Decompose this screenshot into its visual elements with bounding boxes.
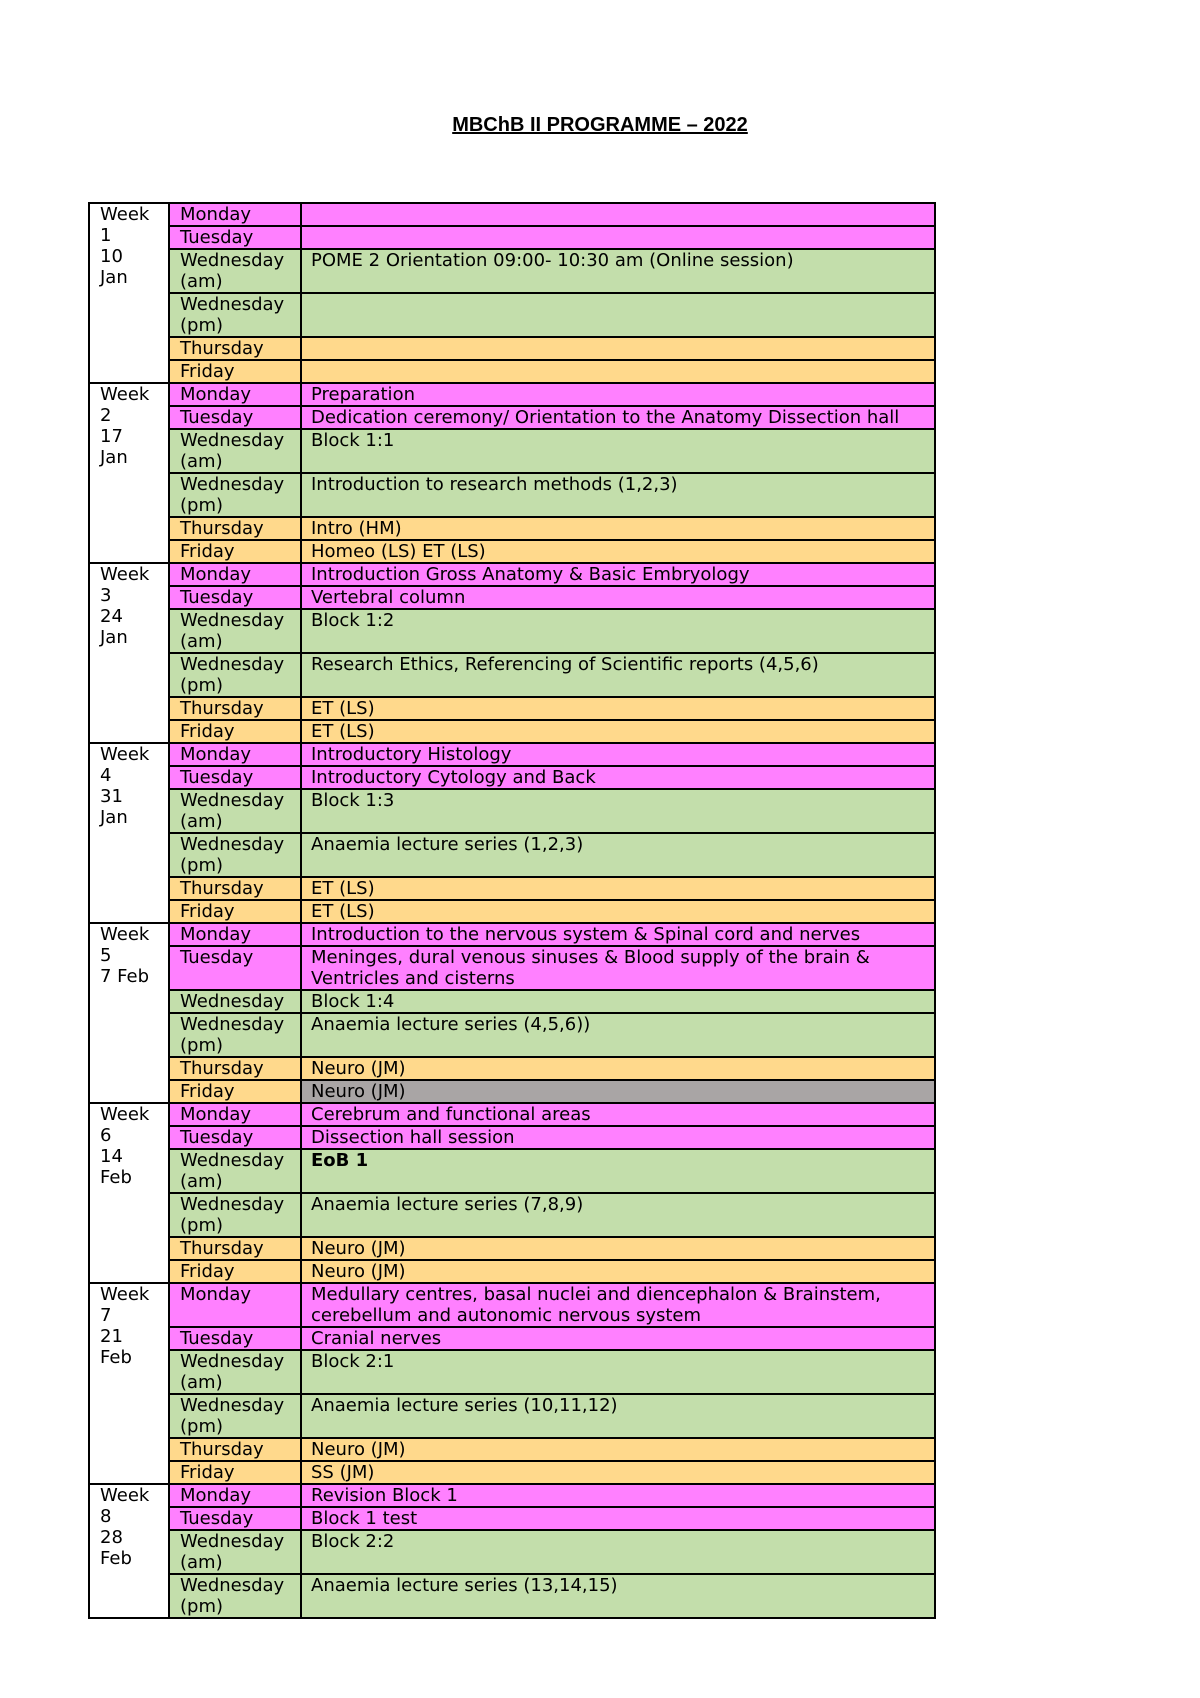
table-row xyxy=(89,833,935,877)
week-label-cell xyxy=(89,923,169,1103)
day-label: Monday xyxy=(180,384,252,405)
day-label: Monday xyxy=(180,924,252,945)
table-row xyxy=(89,1013,935,1057)
day-cell xyxy=(169,540,301,563)
session-text: Neuro (JM) xyxy=(311,1439,406,1460)
day-label: (pm) xyxy=(180,1215,224,1236)
session-text: cerebellum and autonomic nervous system xyxy=(311,1305,702,1326)
session-text: Neuro (JM) xyxy=(311,1058,406,1079)
table-row xyxy=(89,743,935,766)
day-label: (am) xyxy=(180,451,223,472)
day-cell xyxy=(169,1507,301,1530)
day-label: (pm) xyxy=(180,1596,224,1617)
day-label: Monday xyxy=(180,1485,252,1506)
session-cell xyxy=(301,1193,935,1237)
day-label: (am) xyxy=(180,631,223,652)
table-row xyxy=(89,1149,935,1193)
table-row xyxy=(89,1574,935,1618)
week-label: 7 xyxy=(100,1305,112,1326)
table-row xyxy=(89,1484,935,1507)
session-text: Block 1:2 xyxy=(311,610,395,631)
session-cell xyxy=(301,697,935,720)
session-cell xyxy=(301,653,935,697)
day-label: Wednesday xyxy=(180,1150,285,1171)
session-cell xyxy=(301,923,935,946)
day-label: Thursday xyxy=(180,518,264,539)
week-label: 31 xyxy=(100,786,123,807)
day-label: Wednesday xyxy=(180,1395,285,1416)
session-cell xyxy=(301,473,935,517)
session-text: Block 2:1 xyxy=(311,1351,395,1372)
table-row xyxy=(89,1438,935,1461)
week-label-cell xyxy=(89,383,169,563)
day-label: Tuesday xyxy=(180,1328,254,1349)
week-label: Jan xyxy=(100,267,128,288)
day-label: Wednesday xyxy=(180,1351,285,1372)
session-text: Neuro (JM) xyxy=(311,1081,406,1102)
session-cell xyxy=(301,337,935,360)
day-label: Tuesday xyxy=(180,227,254,248)
table-row xyxy=(89,877,935,900)
week-label: 6 xyxy=(100,1125,112,1146)
session-cell xyxy=(301,1080,935,1103)
session-cell xyxy=(301,743,935,766)
session-cell xyxy=(301,900,935,923)
session-text: Block 1:1 xyxy=(311,430,395,451)
session-text: Dedication ceremony/ Orientation to the Anatomy Dissection hall xyxy=(311,407,900,428)
day-cell xyxy=(169,473,301,517)
day-cell xyxy=(169,877,301,900)
day-label: Monday xyxy=(180,204,252,225)
session-cell xyxy=(301,1327,935,1350)
session-cell xyxy=(301,540,935,563)
day-label: Wednesday xyxy=(180,1014,285,1035)
week-label: Week xyxy=(100,1104,150,1125)
day-label: Wednesday xyxy=(180,834,285,855)
session-text: Introduction to research methods (1,2,3) xyxy=(311,474,678,495)
week-label: 4 xyxy=(100,765,112,786)
session-cell xyxy=(301,789,935,833)
session-text: POME 2 Orientation 09:00- 10:30 am (Online session) xyxy=(311,250,794,271)
day-label: Thursday xyxy=(180,1238,264,1259)
day-cell xyxy=(169,1530,301,1574)
session-text: Dissection hall session xyxy=(311,1127,515,1148)
day-cell xyxy=(169,990,301,1013)
session-text: Introduction Gross Anatomy & Basic Embryology xyxy=(311,564,750,585)
table-row xyxy=(89,586,935,609)
day-label: Wednesday xyxy=(180,294,285,315)
table-row xyxy=(89,1237,935,1260)
day-label: (am) xyxy=(180,811,223,832)
day-label: Wednesday xyxy=(180,430,285,451)
week-label: 14 xyxy=(100,1146,123,1167)
week-label: Feb xyxy=(100,1347,132,1368)
session-text: Block 2:2 xyxy=(311,1531,395,1552)
session-text: Introduction to the nervous system & Spinal cord and nerves xyxy=(311,924,861,945)
session-cell xyxy=(301,1574,935,1618)
day-label: Friday xyxy=(180,901,235,922)
day-cell xyxy=(169,1126,301,1149)
table-row xyxy=(89,766,935,789)
day-label: Tuesday xyxy=(180,587,254,608)
week-label: 3 xyxy=(100,585,112,606)
table-row xyxy=(89,946,935,990)
day-cell xyxy=(169,249,301,293)
session-cell xyxy=(301,1507,935,1530)
day-label: (am) xyxy=(180,1372,223,1393)
table-row xyxy=(89,383,935,406)
session-cell xyxy=(301,946,935,990)
table-row xyxy=(89,900,935,923)
table-row xyxy=(89,1394,935,1438)
day-cell xyxy=(169,900,301,923)
week-label: Week xyxy=(100,1284,150,1305)
session-text: Research Ethics, Referencing of Scientific reports (4,5,6) xyxy=(311,654,819,675)
day-label: (pm) xyxy=(180,315,224,336)
day-label: (pm) xyxy=(180,1035,224,1056)
table-row xyxy=(89,1260,935,1283)
day-cell xyxy=(169,203,301,226)
day-cell xyxy=(169,360,301,383)
day-label: (am) xyxy=(180,271,223,292)
week-label-cell xyxy=(89,203,169,383)
session-text: Intro (HM) xyxy=(311,518,402,539)
day-label: (pm) xyxy=(180,855,224,876)
session-text xyxy=(311,294,934,315)
day-cell xyxy=(169,293,301,337)
session-text: Medullary centres, basal nuclei and diencephalon & Brainstem, xyxy=(311,1284,881,1305)
session-text: Neuro (JM) xyxy=(311,1261,406,1282)
day-cell xyxy=(169,563,301,586)
day-cell xyxy=(169,586,301,609)
session-cell xyxy=(301,1126,935,1149)
session-cell xyxy=(301,877,935,900)
day-cell xyxy=(169,1193,301,1237)
week-label-cell xyxy=(89,1484,169,1618)
day-cell xyxy=(169,833,301,877)
week-label: Jan xyxy=(100,627,128,648)
day-cell xyxy=(169,1103,301,1126)
table-row xyxy=(89,203,935,226)
week-label: Week xyxy=(100,564,150,585)
session-cell xyxy=(301,990,935,1013)
day-label: Thursday xyxy=(180,338,264,359)
day-label: (am) xyxy=(180,1552,223,1573)
day-label: Wednesday xyxy=(180,654,285,675)
day-label: Monday xyxy=(180,1284,252,1305)
session-cell xyxy=(301,586,935,609)
day-label: Monday xyxy=(180,564,252,585)
session-text: Preparation xyxy=(311,384,415,405)
day-label: Friday xyxy=(180,1261,235,1282)
session-text: Cerebrum and functional areas xyxy=(311,1104,591,1125)
day-cell xyxy=(169,609,301,653)
day-label: Wednesday xyxy=(180,1194,285,1215)
table-row xyxy=(89,249,935,293)
session-text: Homeo (LS) ET (LS) xyxy=(311,541,486,562)
day-cell xyxy=(169,743,301,766)
week-label: Jan xyxy=(100,447,128,468)
table-row xyxy=(89,697,935,720)
week-label-cell xyxy=(89,743,169,923)
week-label: 21 xyxy=(100,1326,123,1347)
table-row xyxy=(89,653,935,697)
table-row xyxy=(89,1507,935,1530)
week-label: Week xyxy=(100,204,150,225)
day-cell xyxy=(169,1327,301,1350)
day-cell xyxy=(169,1574,301,1618)
day-cell xyxy=(169,1350,301,1394)
day-label: Thursday xyxy=(180,698,264,719)
day-label: Tuesday xyxy=(180,1127,254,1148)
table-row xyxy=(89,473,935,517)
table-row xyxy=(89,337,935,360)
session-cell xyxy=(301,609,935,653)
week-label: Week xyxy=(100,1485,150,1506)
table-row xyxy=(89,406,935,429)
week-label: Week xyxy=(100,744,150,765)
day-cell xyxy=(169,766,301,789)
day-label: Friday xyxy=(180,1462,235,1483)
day-label: Thursday xyxy=(180,1058,264,1079)
table-row xyxy=(89,789,935,833)
week-label: Jan xyxy=(100,807,128,828)
session-text: Revision Block 1 xyxy=(311,1485,458,1506)
session-text xyxy=(311,338,934,359)
session-cell xyxy=(301,360,935,383)
session-cell xyxy=(301,1283,935,1327)
day-cell xyxy=(169,946,301,990)
table-row xyxy=(89,720,935,743)
session-cell xyxy=(301,1394,935,1438)
session-cell xyxy=(301,517,935,540)
table-row xyxy=(89,360,935,383)
session-cell xyxy=(301,1260,935,1283)
session-text: ET (LS) xyxy=(311,878,375,899)
day-label: Friday xyxy=(180,361,235,382)
session-text: SS (JM) xyxy=(311,1462,375,1483)
week-label: Feb xyxy=(100,1548,132,1569)
table-row xyxy=(89,923,935,946)
week-label: 28 xyxy=(100,1527,123,1548)
session-cell xyxy=(301,563,935,586)
day-label: Wednesday xyxy=(180,1531,285,1552)
table-row xyxy=(89,1283,935,1327)
day-label: Friday xyxy=(180,541,235,562)
session-text xyxy=(311,361,934,382)
day-label: Monday xyxy=(180,1104,252,1125)
session-cell xyxy=(301,429,935,473)
session-cell xyxy=(301,833,935,877)
day-label: Wednesday xyxy=(180,1575,285,1596)
day-label: Wednesday xyxy=(180,991,285,1012)
session-cell xyxy=(301,293,935,337)
day-cell xyxy=(169,429,301,473)
week-label: 7 Feb xyxy=(100,966,150,987)
session-text: Ventricles and cisterns xyxy=(311,968,515,989)
session-text: Block 1:3 xyxy=(311,790,395,811)
day-label: Thursday xyxy=(180,878,264,899)
day-cell xyxy=(169,653,301,697)
table-row xyxy=(89,517,935,540)
session-text: ET (LS) xyxy=(311,721,375,742)
day-cell xyxy=(169,1080,301,1103)
day-cell xyxy=(169,1260,301,1283)
session-text: Introductory Cytology and Back xyxy=(311,767,596,788)
session-cell xyxy=(301,249,935,293)
session-text: Anaemia lecture series (4,5,6)) xyxy=(311,1014,591,1035)
table-row xyxy=(89,1057,935,1080)
week-label: 10 xyxy=(100,246,123,267)
week-label: 2 xyxy=(100,405,112,426)
table-row xyxy=(89,1080,935,1103)
week-label: Week xyxy=(100,384,150,405)
schedule-table xyxy=(88,202,936,1619)
page-title: MBChB II PROGRAMME – 2022 xyxy=(452,114,748,136)
day-label: Thursday xyxy=(180,1439,264,1460)
table-row xyxy=(89,563,935,586)
table-row xyxy=(89,1327,935,1350)
week-label: 1 xyxy=(100,225,112,246)
session-cell xyxy=(301,226,935,249)
session-text: Anaemia lecture series (7,8,9) xyxy=(311,1194,584,1215)
day-cell xyxy=(169,337,301,360)
day-label: Wednesday xyxy=(180,610,285,631)
day-cell xyxy=(169,720,301,743)
day-cell xyxy=(169,1013,301,1057)
table-row xyxy=(89,1350,935,1394)
session-cell xyxy=(301,766,935,789)
week-label-cell xyxy=(89,563,169,743)
table-row xyxy=(89,609,935,653)
week-label-cell xyxy=(89,1283,169,1484)
table-row xyxy=(89,1193,935,1237)
week-label: 5 xyxy=(100,945,112,966)
week-label: 8 xyxy=(100,1506,112,1527)
day-label: Tuesday xyxy=(180,947,254,968)
day-label: (pm) xyxy=(180,675,224,696)
day-cell xyxy=(169,1237,301,1260)
day-label: Tuesday xyxy=(180,767,254,788)
session-cell xyxy=(301,1461,935,1484)
day-cell xyxy=(169,1149,301,1193)
session-text: Block 1 test xyxy=(311,1508,418,1529)
day-cell xyxy=(169,1394,301,1438)
day-label: Wednesday xyxy=(180,250,285,271)
table-row xyxy=(89,1530,935,1574)
session-text: EoB 1 xyxy=(311,1150,369,1171)
session-cell xyxy=(301,1484,935,1507)
day-cell xyxy=(169,1283,301,1327)
session-text: Anaemia lecture series (10,11,12) xyxy=(311,1395,618,1416)
session-cell xyxy=(301,1013,935,1057)
session-text: Anaemia lecture series (13,14,15) xyxy=(311,1575,618,1596)
day-cell xyxy=(169,1438,301,1461)
day-cell xyxy=(169,226,301,249)
table-row xyxy=(89,1126,935,1149)
day-cell xyxy=(169,383,301,406)
session-cell xyxy=(301,1057,935,1080)
table-row xyxy=(89,1461,935,1484)
day-cell xyxy=(169,517,301,540)
session-text: Anaemia lecture series (1,2,3) xyxy=(311,834,584,855)
day-cell xyxy=(169,1484,301,1507)
day-cell xyxy=(169,1461,301,1484)
session-cell xyxy=(301,720,935,743)
session-cell xyxy=(301,1149,935,1193)
session-text xyxy=(311,227,934,248)
session-cell xyxy=(301,406,935,429)
session-cell xyxy=(301,203,935,226)
day-label: Tuesday xyxy=(180,1508,254,1529)
session-text: Vertebral column xyxy=(311,587,466,608)
week-label: 24 xyxy=(100,606,123,627)
day-label: Friday xyxy=(180,721,235,742)
day-cell xyxy=(169,789,301,833)
day-label: (pm) xyxy=(180,1416,224,1437)
session-text: Meninges, dural venous sinuses & Blood supply of the brain & xyxy=(311,947,870,968)
session-text: Block 1:4 xyxy=(311,991,395,1012)
session-text: Cranial nerves xyxy=(311,1328,442,1349)
day-label: (pm) xyxy=(180,495,224,516)
day-label: (am) xyxy=(180,1171,223,1192)
session-cell xyxy=(301,383,935,406)
session-cell xyxy=(301,1237,935,1260)
session-text: Introductory Histology xyxy=(311,744,512,765)
week-label-cell xyxy=(89,1103,169,1283)
session-cell xyxy=(301,1350,935,1394)
day-cell xyxy=(169,1057,301,1080)
table-row xyxy=(89,540,935,563)
table-row xyxy=(89,226,935,249)
table-row xyxy=(89,1103,935,1126)
day-cell xyxy=(169,406,301,429)
table-row xyxy=(89,429,935,473)
session-text xyxy=(311,204,934,225)
week-label: Week xyxy=(100,924,150,945)
week-label: Feb xyxy=(100,1167,132,1188)
table-row xyxy=(89,293,935,337)
day-label: Friday xyxy=(180,1081,235,1102)
session-cell xyxy=(301,1103,935,1126)
session-text: ET (LS) xyxy=(311,698,375,719)
day-label: Wednesday xyxy=(180,474,285,495)
day-label: Tuesday xyxy=(180,407,254,428)
week-label: 17 xyxy=(100,426,123,447)
session-text: Neuro (JM) xyxy=(311,1238,406,1259)
session-cell xyxy=(301,1438,935,1461)
day-label: Wednesday xyxy=(180,790,285,811)
day-cell xyxy=(169,697,301,720)
session-text: ET (LS) xyxy=(311,901,375,922)
session-cell xyxy=(301,1530,935,1574)
table-row xyxy=(89,990,935,1013)
day-cell xyxy=(169,923,301,946)
day-label: Monday xyxy=(180,744,252,765)
